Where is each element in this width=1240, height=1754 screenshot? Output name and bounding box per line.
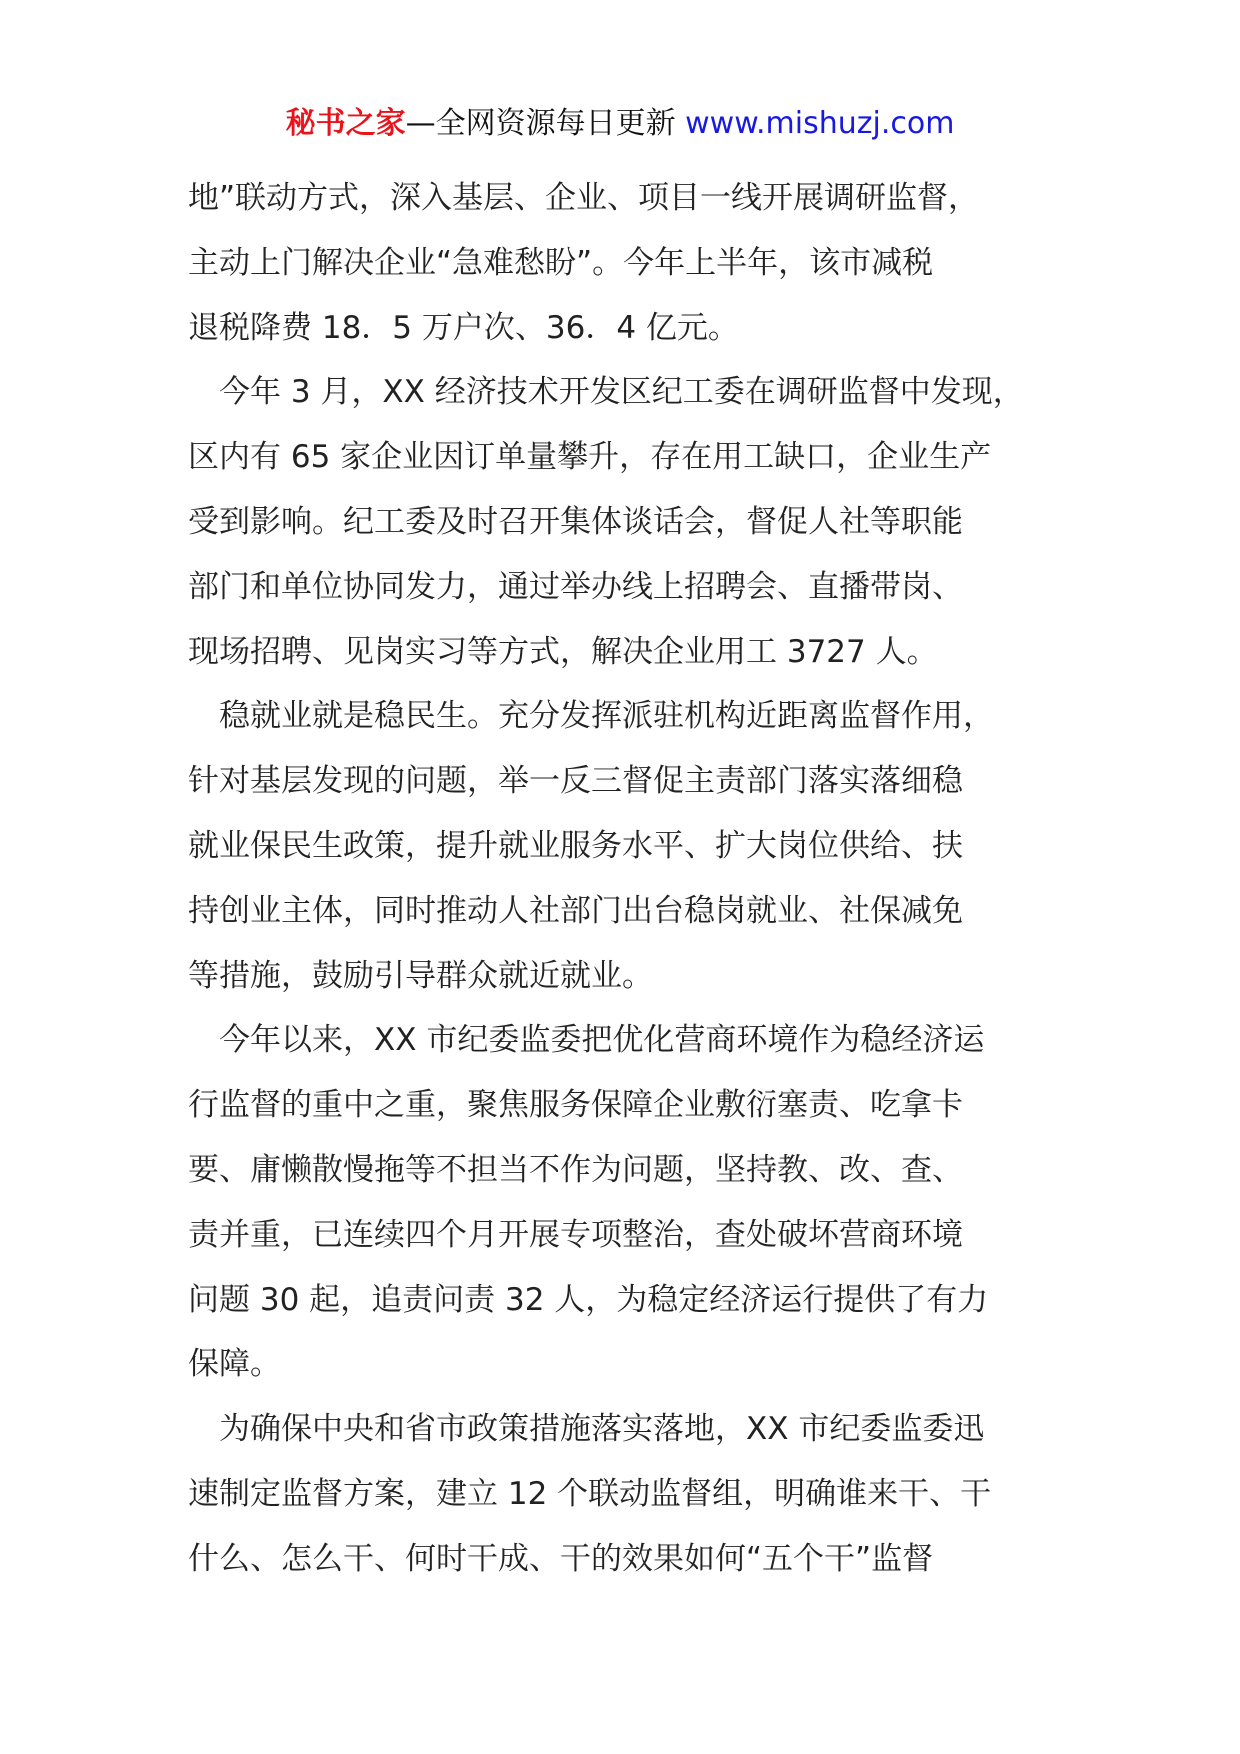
site-url-link[interactable]: www.mishuzj.com bbox=[685, 106, 955, 141]
page-header bbox=[0, 104, 1240, 144]
paragraph-3: 稳就业就是稳民生。充分发挥派驻机构近距离监督作用， 针对基层发现的问题，举一反三督促主责部门落实落细稳 就业保民生政策，提升就业服务水平、扩大岗位供给、扶 持创业主体，同时推动人社部门出台稳岗就业、社保减免 等措施，鼓励引导群众就近就业。 bbox=[188, 698, 994, 994]
document-body bbox=[188, 166, 1088, 1592]
header-slogan: —全网资源每日更新 bbox=[405, 106, 676, 141]
paragraph-2: 今年 3 月，XX 经济技术开发区纪工委在调研监督中发现， 区内有 65 家企业因订单量攀升，存在用工缺口，企业生产 受到影响。纪工委及时召开集体谈话会，督促人社等职能 部门和单位协同发力，通过举办线上招聘会、直播带岗、 现场招聘、见岗实习等方式，解决企业用工 3727 人。 bbox=[188, 374, 1024, 670]
paragraph-4: 今年以来，XX 市纪委监委把优化营商环境作为稳经济运 行监督的重中之重，聚焦服务保障企业敷衍塞责、吃拿卡 要、庸懒散慢拖等不担当不作为问题，坚持教、改、查、 责并重，已连续四个月开展专项整治，查处破坏营商环境 问题 30 起，追责问责 32 人，为稳定经济运行提供了有力 保障。 bbox=[188, 1022, 989, 1383]
paragraph-5: 为确保中央和省市政策措施落实落地，XX 市纪委监委迅 速制定监督方案，建立 12 个联动监督组，明确谁来干、干 什么、怎么干、何时干成、干的效果如何“五个干”监督 bbox=[188, 1411, 992, 1577]
paragraph-1: 地”联动方式，深入基层、企业、项目一线开展调研监督， 主动上门解决企业“急难愁盼”。今年上半年，该市减税 退税降费 18．5 万户次、36．4 亿元。 bbox=[188, 180, 980, 346]
brand-name: 秘书之家 bbox=[285, 106, 406, 141]
